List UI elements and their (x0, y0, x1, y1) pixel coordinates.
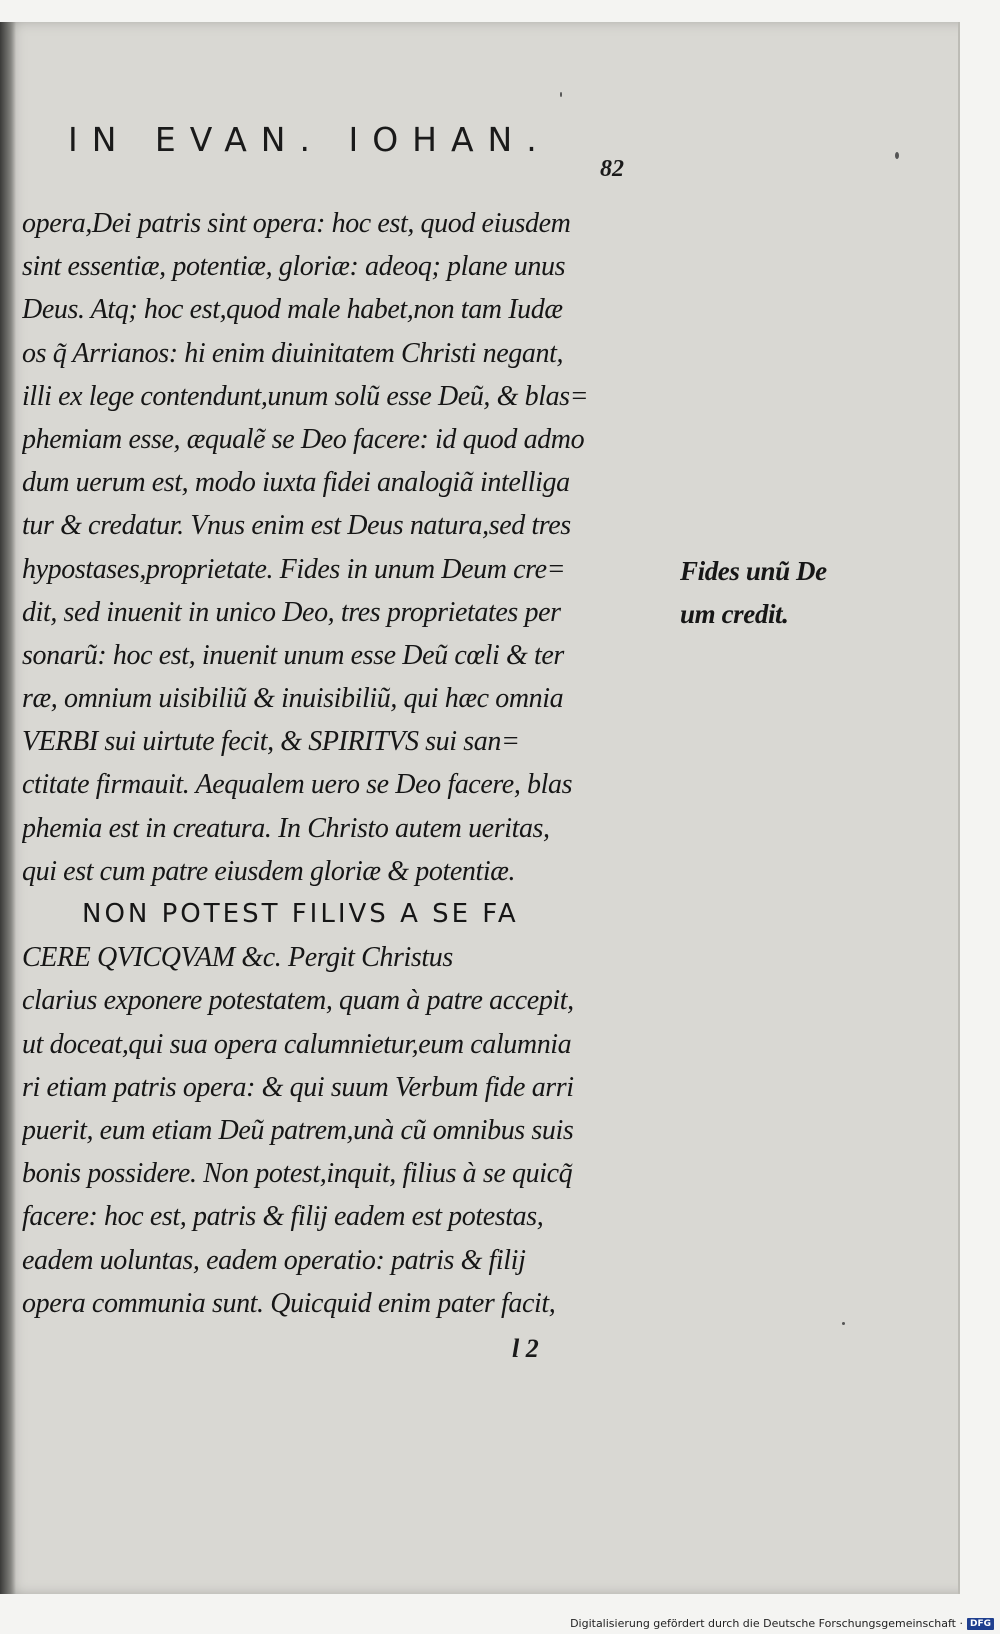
folio-number: 82 (600, 156, 624, 182)
paper-speck (842, 1322, 845, 1325)
text-line: opera communia sunt. Quicquid enim pater facit, (22, 1287, 556, 1319)
text-line: phemia est in creatura. In Christo autem ueritas, (22, 812, 550, 844)
text-line: ctitate firmauit. Aequalem uero se Deo facere, blas (22, 769, 573, 801)
text-line: qui est cum patre eiusdem gloriæ & potentiæ. (22, 855, 516, 887)
text-line: tur & credatur. Vnus enim est Deus natura,sed tres (22, 510, 571, 542)
marginal-line: Fides unũ De (680, 556, 827, 586)
text-line: clarius exponere potestatem, quam à patre accepit, (22, 985, 574, 1017)
marginal-line: um credit. (680, 599, 789, 630)
main-text-block (22, 202, 662, 1325)
book-spine-shadow (0, 22, 16, 1594)
paper-speck (560, 92, 562, 97)
running-head: IN EVAN. IOHAN. (68, 120, 551, 159)
section-lemma-line: NON POTEST FILIVS A SE FA (82, 899, 519, 929)
text-line: Deus. Atq; hoc est,quod male habet,non tam Iudæ (22, 294, 563, 326)
dfg-logo-icon: DFG (967, 1618, 994, 1630)
text-line: os q̃ Arrianos: hi enim diuinitatem Christi negant, (22, 337, 564, 369)
text-line: sint essentiæ, potentiæ, gloriæ: adeoq; plane unus (22, 251, 566, 283)
text-line: opera,Dei patris sint opera: hoc est, quod eiusdem (22, 208, 571, 239)
credit-text: Digitalisierung gefördert durch die Deutsche Forschungsgemeinschaft · (570, 1617, 963, 1630)
text-line: dit, sed inuenit in unico Deo, tres proprietates per (22, 596, 561, 628)
text-line: sonarũ: hoc est, inuenit unum esse Deũ cœli & ter (22, 639, 564, 671)
text-line: eadem uoluntas, eadem operatio: patris & filij (22, 1244, 526, 1276)
text-line: puerit, eum etiam Deũ patrem,unà cũ omnibus suis (22, 1114, 574, 1146)
text-line: bonis possidere. Non potest,inquit, filius à se quicq̃ (22, 1158, 573, 1190)
text-line: hypostases,proprietate. Fides in unum Deum cre= (22, 553, 566, 585)
marginal-note (680, 550, 840, 636)
text-line: ri etiam patris opera: & qui suum Verbum fide arri (22, 1071, 574, 1103)
book-page (0, 22, 960, 1594)
paper-speck (895, 152, 899, 159)
text-line: illi ex lege contendunt,unum solũ esse Deũ, & blas= (22, 380, 589, 412)
text-line: dum uerum est, modo iuxta fidei analogiã intelliga (22, 467, 570, 499)
text-line: phemiam esse, æqualẽ se Deo facere: id quod admo (22, 423, 585, 455)
text-line: ræ, omnium uisibiliũ & inuisibiliũ, qui hæc omnia (22, 683, 564, 715)
catchword: l 2 (512, 1334, 539, 1363)
text-line: CERE QVICQVAM &c. Pergit Christus (22, 942, 453, 974)
digitization-credit (570, 1617, 994, 1630)
text-line: ut doceat,qui sua opera calumnietur,eum calumnia (22, 1028, 572, 1060)
text-line: facere: hoc est, patris & filij eadem est potestas, (22, 1201, 544, 1233)
text-line: VERBI sui uirtute fecit, & SPIRITVS sui san= (22, 726, 520, 758)
